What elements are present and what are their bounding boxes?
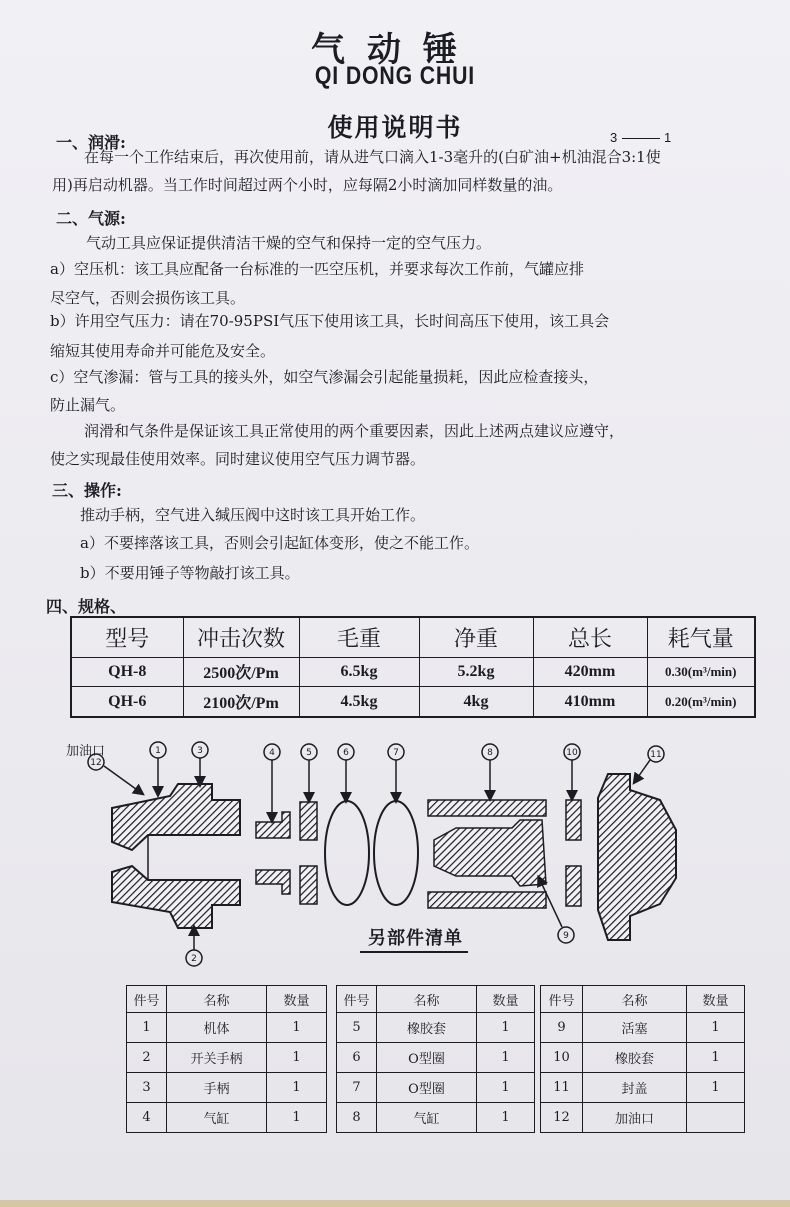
callout-number-6: 6 bbox=[343, 748, 349, 758]
part-name: 橡胶套 bbox=[583, 1043, 687, 1073]
air-note-1: 润滑和气条件是保证该工具正常使用的两个重要因素，因此上述两点建议应遵守， bbox=[84, 422, 625, 440]
spec-header-net-weight: 净重 bbox=[419, 617, 533, 657]
table-row bbox=[71, 657, 755, 687]
parts-header-number: 件号 bbox=[541, 986, 583, 1013]
parts-list-title: 另部件清单 bbox=[368, 928, 463, 949]
part-name: 机体 bbox=[167, 1013, 267, 1043]
spec-cell: 420mm bbox=[533, 657, 647, 687]
page-bottom-edge bbox=[0, 1200, 790, 1207]
table-row bbox=[127, 1013, 327, 1043]
air-compressor-2: 尽空气，否则会损伤该工具。 bbox=[50, 289, 246, 307]
air-note-2: 使之实现最佳使用效率。同时建议使用空气压力调节器。 bbox=[50, 450, 426, 468]
table-row bbox=[541, 1013, 745, 1043]
document-subtitle: QI DONG CHUI bbox=[314, 62, 476, 90]
table-row bbox=[541, 1103, 745, 1133]
spec-cell: 410mm bbox=[533, 687, 647, 717]
part-number: 1 bbox=[127, 1013, 167, 1043]
operation-warning-a: a）不要摔落该工具，否则会引起缸体变形，使之不能工作。 bbox=[80, 534, 479, 552]
spec-table bbox=[70, 616, 756, 718]
parts-table-1 bbox=[126, 985, 327, 1133]
spec-cell: 0.20(m³/min) bbox=[647, 687, 755, 717]
cylinder-top bbox=[428, 800, 546, 816]
cylinder-ring-upper bbox=[256, 812, 290, 838]
cylinder-bottom bbox=[428, 892, 546, 908]
part-number: 2 bbox=[127, 1043, 167, 1073]
parts-table-3 bbox=[540, 985, 745, 1133]
part-name: O型圈 bbox=[377, 1043, 477, 1073]
parts-header-row bbox=[127, 986, 327, 1013]
spec-header-model: 型号 bbox=[71, 617, 183, 657]
callout-number-12: 12 bbox=[90, 758, 102, 768]
parts-header-name: 名称 bbox=[167, 986, 267, 1013]
part-qty: 1 bbox=[477, 1043, 535, 1073]
rubber-sleeve-10-upper bbox=[566, 800, 581, 840]
parts-table-2 bbox=[336, 985, 535, 1133]
spec-cell: QH-6 bbox=[71, 687, 183, 717]
part-name: 气缸 bbox=[377, 1103, 477, 1133]
parts-header-qty: 数量 bbox=[477, 986, 535, 1013]
part-qty: 1 bbox=[477, 1013, 535, 1043]
o-ring-6 bbox=[325, 801, 369, 905]
part-number: 6 bbox=[337, 1043, 377, 1073]
part-number: 5 bbox=[337, 1013, 377, 1043]
lubrication-text-2: 用)再启动机器。当工作时间超过两个小时，应每隔2小时滴加同样数量的油。 bbox=[52, 176, 563, 194]
ratio-numerator-right: 1 bbox=[664, 130, 672, 145]
part-name: 活塞 bbox=[583, 1013, 687, 1043]
rubber-sleeve-10-lower bbox=[566, 866, 581, 906]
part-qty bbox=[687, 1103, 745, 1133]
table-row bbox=[127, 1073, 327, 1103]
table-row bbox=[541, 1073, 745, 1103]
air-pressure-2: 缩短其使用寿命并可能危及安全。 bbox=[50, 342, 276, 360]
callout-number-2: 2 bbox=[191, 954, 197, 964]
part-number: 3 bbox=[127, 1073, 167, 1103]
spec-cell: 2500次/Pm bbox=[183, 657, 299, 687]
section-heading-lubrication: 一、润滑: bbox=[56, 133, 126, 152]
spec-header-row bbox=[71, 617, 755, 657]
part-name: 加油口 bbox=[583, 1103, 687, 1133]
air-intro: 气动工具应保证提供清洁干燥的空气和保持一定的空气压力。 bbox=[86, 234, 492, 252]
part-qty: 1 bbox=[687, 1043, 745, 1073]
table-row bbox=[337, 1013, 535, 1043]
spec-header-gross-weight: 毛重 bbox=[299, 617, 419, 657]
part-qty: 1 bbox=[687, 1013, 745, 1043]
parts-list-title-underline bbox=[360, 951, 468, 953]
part-number: 10 bbox=[541, 1043, 583, 1073]
section-heading-air: 二、气源: bbox=[56, 209, 126, 228]
spec-cell: 0.30(m³/min) bbox=[647, 657, 755, 687]
ratio-bar bbox=[622, 138, 660, 139]
part-name: 开关手柄 bbox=[167, 1043, 267, 1073]
spec-cell: 4.5kg bbox=[299, 687, 419, 717]
end-cap bbox=[598, 774, 676, 940]
operation-intro: 推动手柄，空气进入缄压阀中这时该工具开始工作。 bbox=[80, 506, 426, 524]
part-number: 12 bbox=[541, 1103, 583, 1133]
parts-header-name: 名称 bbox=[583, 986, 687, 1013]
table-row bbox=[71, 687, 755, 717]
o-ring-7 bbox=[374, 801, 418, 905]
air-compressor-1: a）空压机：该工具应配备一台标准的一匹空压机，并要求每次工作前，气罐应排 bbox=[50, 260, 584, 278]
part-qty: 1 bbox=[267, 1043, 327, 1073]
operation-warning-b: b）不要用锤子等物敲打该工具。 bbox=[80, 564, 300, 582]
manual-title: 使用说明书 bbox=[327, 113, 463, 142]
table-row bbox=[541, 1043, 745, 1073]
spec-cell: 4kg bbox=[419, 687, 533, 717]
body-part-lower bbox=[112, 866, 240, 928]
part-number: 8 bbox=[337, 1103, 377, 1133]
part-name: 气缸 bbox=[167, 1103, 267, 1133]
piston bbox=[434, 820, 546, 886]
table-row bbox=[337, 1103, 535, 1133]
air-leak-2: 防止漏气。 bbox=[50, 396, 126, 414]
air-pressure-1: b）许用空气压力：请在70-95PSI气压下使用该工具，长时间高压下使用，该工具会 bbox=[50, 312, 610, 330]
spec-cell: QH-8 bbox=[71, 657, 183, 687]
parts-header-number: 件号 bbox=[337, 986, 377, 1013]
part-qty: 1 bbox=[267, 1073, 327, 1103]
part-number: 4 bbox=[127, 1103, 167, 1133]
callout-number-1: 1 bbox=[155, 746, 161, 756]
spec-header-air-consumption: 耗气量 bbox=[647, 617, 755, 657]
air-leak-1: c）空气渗漏：管与工具的接头外，如空气渗漏会引起能量损耗，因此应检查接头， bbox=[50, 368, 599, 386]
parts-header-qty: 数量 bbox=[687, 986, 745, 1013]
callout-number-3: 3 bbox=[197, 746, 203, 756]
parts-header-name: 名称 bbox=[377, 986, 477, 1013]
callout-number-4: 4 bbox=[269, 748, 275, 758]
callout-number-5: 5 bbox=[306, 748, 312, 758]
parts-header-number: 件号 bbox=[127, 986, 167, 1013]
parts-header-row bbox=[337, 986, 535, 1013]
table-row bbox=[337, 1073, 535, 1103]
section-heading-spec: 四、规格、 bbox=[46, 597, 127, 616]
part-name: 手柄 bbox=[167, 1073, 267, 1103]
table-row bbox=[127, 1043, 327, 1073]
table-row bbox=[337, 1043, 535, 1073]
callout-number-10: 10 bbox=[566, 748, 578, 758]
rubber-sleeve-upper bbox=[300, 802, 317, 840]
parts-header-row bbox=[541, 986, 745, 1013]
callout-number-8: 8 bbox=[487, 748, 493, 758]
spec-cell: 6.5kg bbox=[299, 657, 419, 687]
spec-header-length: 总长 bbox=[533, 617, 647, 657]
rubber-sleeve-lower bbox=[300, 866, 317, 904]
part-number: 9 bbox=[541, 1013, 583, 1043]
document-title: 气动锤 bbox=[311, 30, 479, 70]
part-qty: 1 bbox=[477, 1103, 535, 1133]
callout-number-7: 7 bbox=[393, 748, 399, 758]
part-number: 11 bbox=[541, 1073, 583, 1103]
part-qty: 1 bbox=[687, 1073, 745, 1103]
ratio-numerator-left: 3 bbox=[610, 130, 618, 145]
body-part-upper bbox=[112, 784, 240, 850]
part-name: O型圈 bbox=[377, 1073, 477, 1103]
table-row bbox=[127, 1103, 327, 1133]
part-name: 封盖 bbox=[583, 1073, 687, 1103]
spec-header-impact-rate: 冲击次数 bbox=[183, 617, 299, 657]
callout-number-9: 9 bbox=[563, 931, 569, 941]
part-qty: 1 bbox=[267, 1013, 327, 1043]
cylinder-ring-lower bbox=[256, 870, 290, 894]
parts-header-qty: 数量 bbox=[267, 986, 327, 1013]
oil-inlet-label: 加油口 bbox=[66, 744, 106, 759]
spec-cell: 5.2kg bbox=[419, 657, 533, 687]
spec-cell: 2100次/Pm bbox=[183, 687, 299, 717]
part-qty: 1 bbox=[477, 1073, 535, 1103]
lubrication-text-1: 在每一个工作结束后，再次使用前，请从进气口滴入1-3毫升的(白矿油+机油混合3:1使 bbox=[84, 148, 661, 166]
part-name: 橡胶套 bbox=[377, 1013, 477, 1043]
part-qty: 1 bbox=[267, 1103, 327, 1133]
section-heading-operation: 三、操作: bbox=[52, 481, 122, 500]
callout-number-11: 11 bbox=[650, 750, 662, 760]
part-number: 7 bbox=[337, 1073, 377, 1103]
